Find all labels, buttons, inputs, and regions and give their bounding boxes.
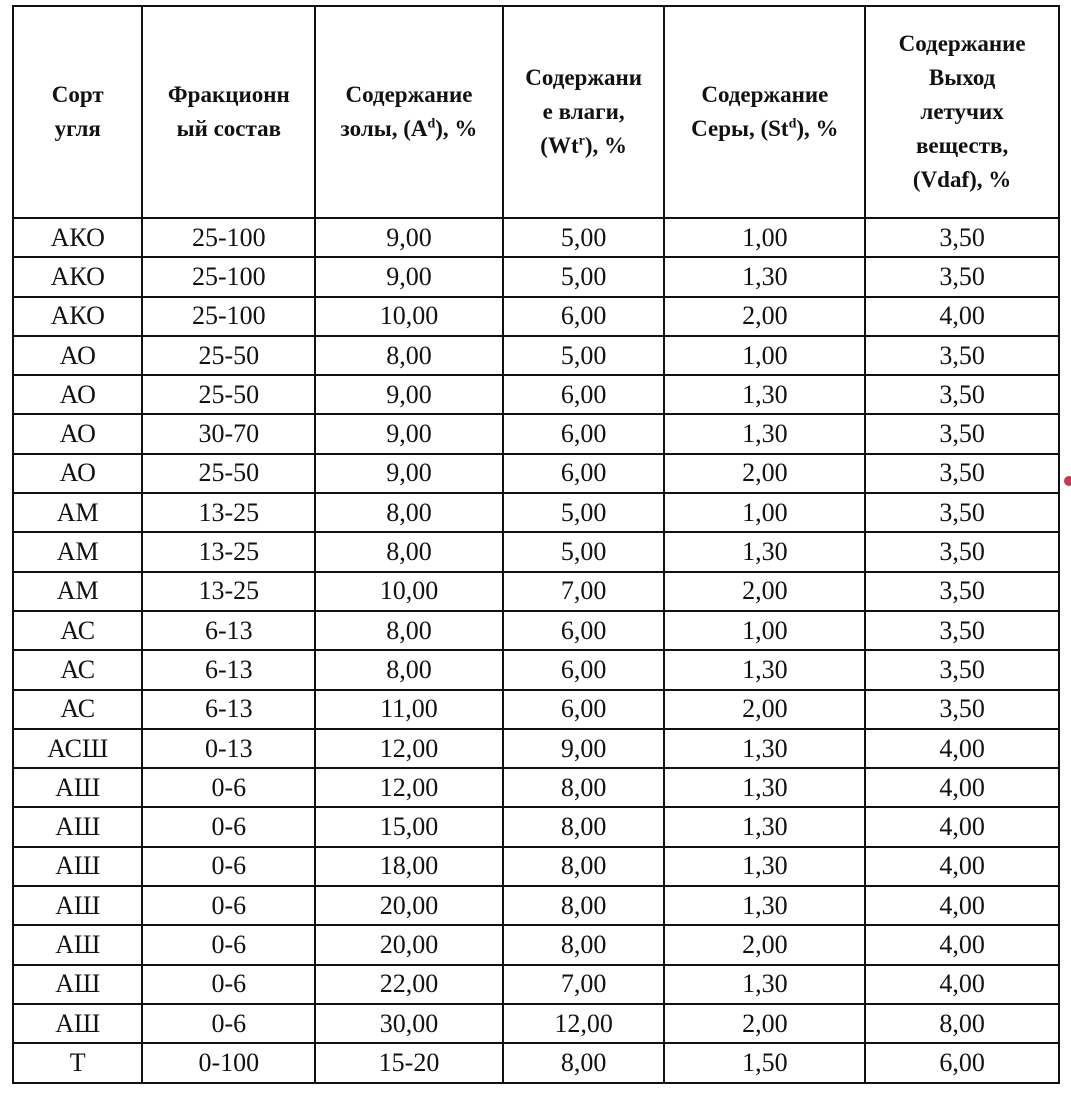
cell-moisture: 8,00	[503, 925, 665, 964]
cell-ash: 15,00	[315, 807, 503, 846]
cell-moisture: 7,00	[503, 572, 665, 611]
header-text: угля	[54, 116, 101, 141]
cell-volatile: 4,00	[865, 729, 1059, 768]
cell-coal-grade: АО	[13, 375, 142, 414]
cell-moisture: 5,00	[503, 336, 665, 375]
cell-sulfur: 1,50	[664, 1043, 865, 1082]
cell-volatile: 3,50	[865, 650, 1059, 689]
header-volatile-yield	[865, 6, 1059, 218]
table-row	[13, 375, 1059, 414]
cell-ash: 18,00	[315, 847, 503, 886]
header-text: ), %	[796, 116, 839, 141]
cell-ash: 8,00	[315, 650, 503, 689]
cell-ash: 8,00	[315, 493, 503, 532]
cell-sulfur: 2,00	[664, 690, 865, 729]
table-row	[13, 807, 1059, 846]
cell-ash: 8,00	[315, 611, 503, 650]
cell-fraction: 0-6	[142, 768, 315, 807]
cell-moisture: 8,00	[503, 1043, 665, 1082]
header-text: ), %	[435, 116, 478, 141]
cell-sulfur: 1,30	[664, 847, 865, 886]
cell-fraction: 13-25	[142, 493, 315, 532]
table-body	[13, 218, 1059, 1083]
table-row	[13, 493, 1059, 532]
cell-fraction: 0-6	[142, 925, 315, 964]
table-row	[13, 729, 1059, 768]
cell-fraction: 0-6	[142, 847, 315, 886]
cell-moisture: 9,00	[503, 729, 665, 768]
cell-moisture: 6,00	[503, 297, 665, 336]
cell-coal-grade: Т	[13, 1043, 142, 1082]
cell-volatile: 6,00	[865, 1043, 1059, 1082]
cell-fraction: 13-25	[142, 572, 315, 611]
cell-sulfur: 2,00	[664, 572, 865, 611]
cell-fraction: 25-100	[142, 297, 315, 336]
cell-ash: 8,00	[315, 532, 503, 571]
cell-ash: 20,00	[315, 925, 503, 964]
cell-volatile: 3,50	[865, 218, 1059, 257]
cell-coal-grade: АКО	[13, 297, 142, 336]
cell-moisture: 8,00	[503, 807, 665, 846]
table-row	[13, 218, 1059, 257]
cell-sulfur: 1,30	[664, 768, 865, 807]
cell-coal-grade: АО	[13, 414, 142, 453]
cell-fraction: 0-6	[142, 965, 315, 1004]
cell-coal-grade: АШ	[13, 807, 142, 846]
header-text: Содержание	[345, 82, 473, 107]
cell-sulfur: 1,30	[664, 257, 865, 296]
cell-coal-grade: АМ	[13, 532, 142, 571]
cell-fraction: 6-13	[142, 690, 315, 729]
cell-sulfur: 1,30	[664, 886, 865, 925]
cell-moisture: 5,00	[503, 493, 665, 532]
header-text: Содержание	[701, 82, 829, 107]
table-row	[13, 925, 1059, 964]
cell-volatile: 3,50	[865, 336, 1059, 375]
cell-sulfur: 1,00	[664, 493, 865, 532]
cell-fraction: 25-50	[142, 375, 315, 414]
cell-coal-grade: АШ	[13, 1004, 142, 1043]
cell-coal-grade: АМ	[13, 572, 142, 611]
header-row	[13, 6, 1059, 218]
cell-volatile: 4,00	[865, 925, 1059, 964]
cell-volatile: 3,50	[865, 257, 1059, 296]
table-row	[13, 768, 1059, 807]
cell-sulfur: 1,30	[664, 807, 865, 846]
header-text: веществ,	[915, 133, 1009, 158]
table-row	[13, 257, 1059, 296]
cell-coal-grade: АШ	[13, 847, 142, 886]
table-row	[13, 336, 1059, 375]
cell-moisture: 5,00	[503, 257, 665, 296]
header-text: ый состав	[176, 116, 281, 141]
cell-sulfur: 2,00	[664, 454, 865, 493]
header-text: ), %	[584, 133, 627, 158]
cell-coal-grade: АКО	[13, 218, 142, 257]
cell-coal-grade: АСШ	[13, 729, 142, 768]
table-row	[13, 611, 1059, 650]
cell-fraction: 0-13	[142, 729, 315, 768]
cell-sulfur: 2,00	[664, 925, 865, 964]
cell-ash: 15-20	[315, 1043, 503, 1082]
cell-fraction: 6-13	[142, 650, 315, 689]
cell-coal-grade: АМ	[13, 493, 142, 532]
header-text: золы, (A	[340, 116, 428, 141]
cell-moisture: 5,00	[503, 218, 665, 257]
cell-volatile: 3,50	[865, 414, 1059, 453]
table-row	[13, 847, 1059, 886]
cell-ash: 12,00	[315, 768, 503, 807]
cell-fraction: 13-25	[142, 532, 315, 571]
table-row	[13, 965, 1059, 1004]
cell-ash: 9,00	[315, 257, 503, 296]
header-superscript: d	[788, 116, 797, 132]
cell-volatile: 4,00	[865, 297, 1059, 336]
cell-volatile: 3,50	[865, 532, 1059, 571]
cell-sulfur: 1,30	[664, 729, 865, 768]
cell-coal-grade: АО	[13, 454, 142, 493]
header-moisture-content	[503, 6, 665, 218]
cell-coal-grade: АС	[13, 690, 142, 729]
cell-sulfur: 1,00	[664, 336, 865, 375]
cell-volatile: 4,00	[865, 807, 1059, 846]
header-superscript: r	[578, 133, 585, 149]
header-superscript: d	[427, 116, 436, 132]
header-text: Содержание	[898, 31, 1026, 56]
cell-volatile: 3,50	[865, 572, 1059, 611]
cell-moisture: 7,00	[503, 965, 665, 1004]
table-row	[13, 886, 1059, 925]
cell-ash: 22,00	[315, 965, 503, 1004]
cell-sulfur: 1,30	[664, 375, 865, 414]
table-row	[13, 572, 1059, 611]
cell-ash: 9,00	[315, 375, 503, 414]
cell-sulfur: 1,30	[664, 650, 865, 689]
cell-volatile: 4,00	[865, 886, 1059, 925]
cell-volatile: 3,50	[865, 493, 1059, 532]
cell-coal-grade: АКО	[13, 257, 142, 296]
cell-coal-grade: АО	[13, 336, 142, 375]
cell-ash: 20,00	[315, 886, 503, 925]
table-row	[13, 414, 1059, 453]
cell-fraction: 0-6	[142, 807, 315, 846]
table-row	[13, 297, 1059, 336]
cell-ash: 9,00	[315, 454, 503, 493]
cell-volatile: 4,00	[865, 965, 1059, 1004]
cell-fraction: 25-50	[142, 336, 315, 375]
table-row	[13, 650, 1059, 689]
cell-moisture: 6,00	[503, 375, 665, 414]
cell-ash: 11,00	[315, 690, 503, 729]
header-text: Содержани	[525, 65, 643, 90]
cell-fraction: 0-6	[142, 886, 315, 925]
cell-ash: 10,00	[315, 572, 503, 611]
header-text: Выход	[928, 65, 996, 90]
table-row	[13, 532, 1059, 571]
edge-marker-dot	[1064, 476, 1071, 486]
header-fraction	[142, 6, 315, 218]
cell-fraction: 25-100	[142, 218, 315, 257]
header-text: Фракционн	[167, 82, 290, 107]
header-coal-grade	[13, 6, 142, 218]
cell-fraction: 6-13	[142, 611, 315, 650]
cell-ash: 9,00	[315, 414, 503, 453]
cell-volatile: 3,50	[865, 690, 1059, 729]
cell-ash: 10,00	[315, 297, 503, 336]
cell-fraction: 30-70	[142, 414, 315, 453]
cell-fraction: 0-100	[142, 1043, 315, 1082]
header-sulfur-content	[664, 6, 865, 218]
cell-coal-grade: АШ	[13, 886, 142, 925]
cell-fraction: 0-6	[142, 1004, 315, 1043]
cell-fraction: 25-50	[142, 454, 315, 493]
cell-moisture: 6,00	[503, 690, 665, 729]
header-text: е влаги,	[542, 99, 625, 124]
cell-volatile: 3,50	[865, 454, 1059, 493]
cell-sulfur: 1,30	[664, 532, 865, 571]
cell-sulfur: 2,00	[664, 297, 865, 336]
header-text: Серы, (St	[691, 116, 789, 141]
cell-volatile: 3,50	[865, 611, 1059, 650]
table-row	[13, 454, 1059, 493]
cell-ash: 30,00	[315, 1004, 503, 1043]
header-text: (Wt	[540, 133, 579, 158]
table-row	[13, 690, 1059, 729]
coal-grades-table	[12, 5, 1060, 1084]
cell-ash: 9,00	[315, 218, 503, 257]
cell-moisture: 6,00	[503, 414, 665, 453]
header-text: (Vdaf), %	[912, 167, 1012, 192]
cell-moisture: 5,00	[503, 532, 665, 571]
cell-sulfur: 1,00	[664, 218, 865, 257]
cell-moisture: 6,00	[503, 650, 665, 689]
table-row	[13, 1043, 1059, 1082]
header-text: летучих	[920, 99, 1004, 124]
cell-volatile: 3,50	[865, 375, 1059, 414]
cell-moisture: 8,00	[503, 847, 665, 886]
header-text: Сорт	[51, 82, 104, 107]
cell-coal-grade: АС	[13, 611, 142, 650]
cell-coal-grade: АШ	[13, 925, 142, 964]
table-row	[13, 1004, 1059, 1043]
cell-moisture: 12,00	[503, 1004, 665, 1043]
cell-sulfur: 1,30	[664, 414, 865, 453]
cell-sulfur: 1,00	[664, 611, 865, 650]
cell-moisture: 6,00	[503, 454, 665, 493]
cell-ash: 12,00	[315, 729, 503, 768]
cell-fraction: 25-100	[142, 257, 315, 296]
cell-coal-grade: АС	[13, 650, 142, 689]
cell-volatile: 4,00	[865, 768, 1059, 807]
cell-ash: 8,00	[315, 336, 503, 375]
cell-moisture: 6,00	[503, 611, 665, 650]
cell-sulfur: 1,30	[664, 965, 865, 1004]
cell-volatile: 4,00	[865, 847, 1059, 886]
cell-coal-grade: АШ	[13, 768, 142, 807]
cell-sulfur: 2,00	[664, 1004, 865, 1043]
cell-volatile: 8,00	[865, 1004, 1059, 1043]
cell-coal-grade: АШ	[13, 965, 142, 1004]
cell-moisture: 8,00	[503, 886, 665, 925]
cell-moisture: 8,00	[503, 768, 665, 807]
table-header	[13, 6, 1059, 218]
header-ash-content	[315, 6, 503, 218]
